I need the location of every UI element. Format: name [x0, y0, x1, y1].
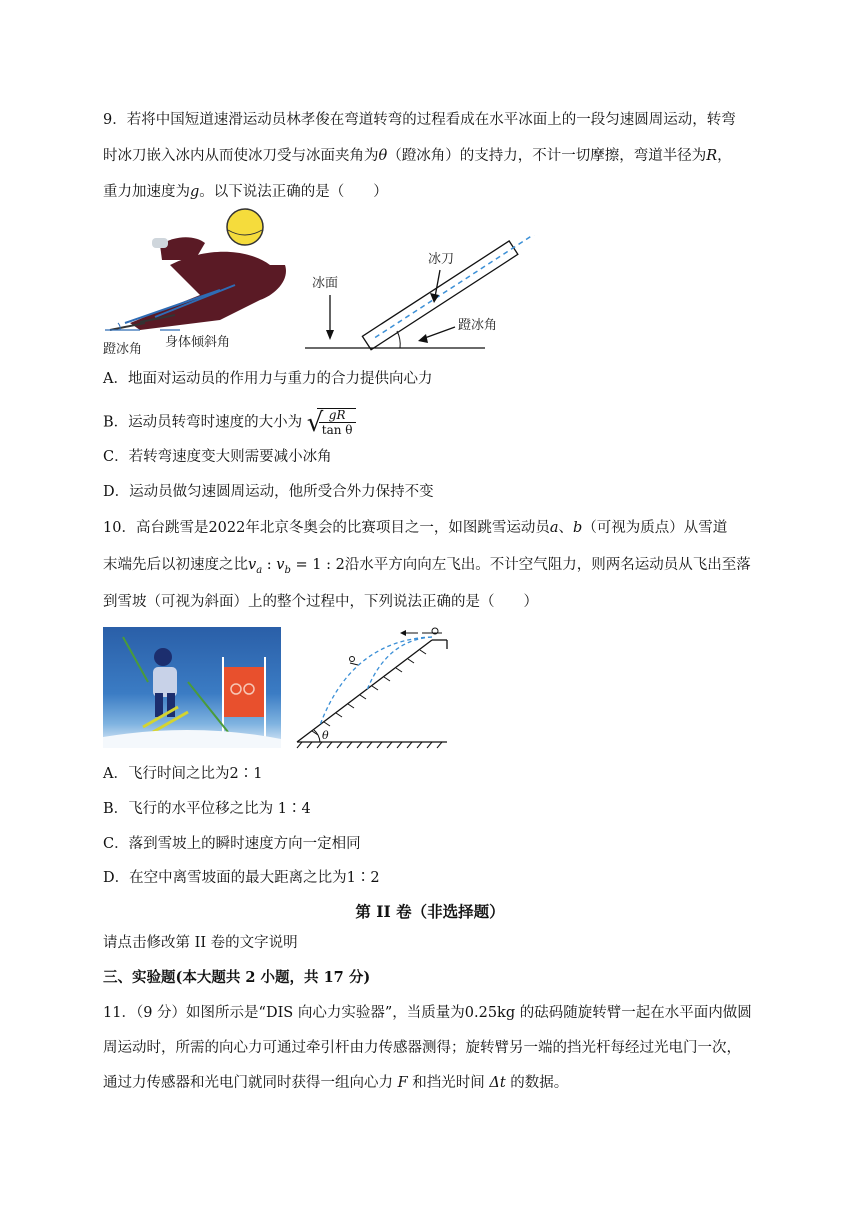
angle-theta: θ: [322, 729, 329, 742]
blade-diagram: [300, 235, 545, 360]
gate-flag: [223, 667, 265, 717]
q10-option-b: B．飞行的水平位移之比为 1∶4: [103, 801, 311, 817]
label-dengbingjiao-right: 蹬冰角: [458, 318, 498, 333]
part-ii-title: 第 II 卷（非选择题）: [355, 902, 505, 921]
q10-option-c: C．落到雪坡上的瞬时速度方向一定相同: [103, 836, 361, 852]
q10-line-1: 10．高台跳雪是2022年北京冬奥会的比赛项目之一，如图跳雪运动员a、b（可视为质点）从雪道: [103, 520, 728, 536]
label-bingdao: 冰刀: [428, 252, 455, 267]
skater-glove: [152, 238, 168, 248]
skater-illustration: [100, 205, 300, 360]
q9-option-a: A．地面对运动员的作用力与重力的合力提供向心力: [103, 371, 433, 387]
q9-option-d: D．运动员做匀速圆周运动，他所受合外力保持不变: [103, 484, 434, 500]
label-shenti: 身体倾斜角: [165, 335, 231, 350]
skater-body: [130, 252, 286, 330]
q10-line-2: 末端先后以初速度之比$v_a$ : $v_b = 1$ : 2沿水平方向向左飞出。不计空气阻力，则两名运动员从飞出至落: [103, 557, 751, 576]
slope-line: [297, 640, 432, 742]
slope-diagram: [292, 625, 452, 750]
helmet: [227, 209, 263, 245]
q10-option-a: A．飞行时间之比为2∶1: [103, 766, 263, 782]
q11-line-3: 通过力传感器和光电门就同时获得一组向心力 F 和挡光时间 Δt 的数据。: [103, 1075, 569, 1091]
label-dengbingjiao-left: 蹬冰角: [103, 342, 143, 357]
ski-jumper-photo-detail: [103, 627, 281, 748]
q9-line-3: 重力加速度为g。以下说法正确的是（ ）: [103, 184, 388, 200]
part-ii-note[interactable]: 请点击修改第 II 卷的文字说明: [103, 935, 298, 951]
q9-line-1: 9．若将中国短道速滑运动员林孝俊在弯道转弯的过程看成在水平冰面上的一段匀速圆周运动，转弯: [103, 112, 736, 128]
q9-option-b: B．运动员转弯时速度的大小为 √ $\frac{gR}{\text{tan θ}}$: [103, 408, 356, 437]
q11-line-2: 周运动时，所需的向心力可通过牵引杆由力传感器测得；旋转臂另一端的挡光杆每经过光电门一次，: [103, 1040, 741, 1056]
q9-option-c: C．若转弯速度变大则需要减小冰角: [103, 449, 332, 465]
q9-line-2: 时冰刀嵌入冰内从而使冰刀受与冰面夹角为θ（蹬冰角）的支持力，不计一切摩擦，弯道半径为R，: [103, 148, 732, 164]
sqrt-expression: √ $\frac{gR}{\text{tan θ}}$: [307, 408, 356, 437]
section-three-heading: 三、实验题(本大题共 2 小题，共 17 分): [103, 969, 371, 986]
label-bingmian: 冰面: [312, 276, 339, 291]
q10-line-3: 到雪坡（可视为斜面）上的整个过程中，下列说法正确的是（ ）: [103, 594, 538, 610]
q11-line-1: 11．（9 分）如图所示是“DIS 向心力实验器”，当质量为0.25kg 的砝码随旋转臂一起在水平面内做圆: [103, 1005, 752, 1021]
q10-option-d: D．在空中离雪坡面的最大距离之比为1∶2: [103, 870, 380, 886]
